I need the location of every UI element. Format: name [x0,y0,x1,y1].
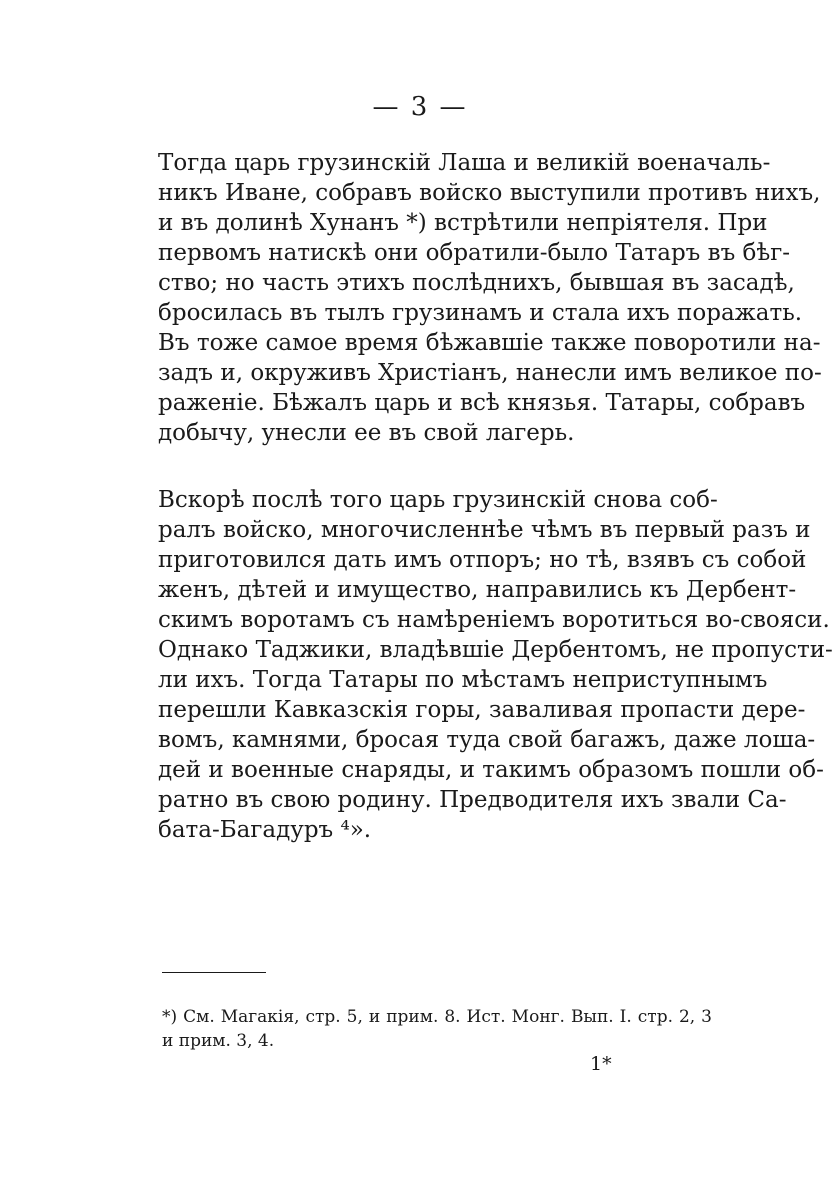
footnote-divider [162,972,266,973]
text-line: бросилась въ тылъ грузинамъ и стала ихъ поражать. [158,300,803,326]
text-line: ратно въ свою родину. Предводителя ихъ звали Са- [158,787,787,813]
text-line: Однако Таджики, владѣвшіе Дербентомъ, не пропусти- [158,637,833,663]
footnote-continuation [162,1029,712,1053]
text-line: раженіе. Бѣжалъ царь и всѣ князья. Татары, собравъ [158,390,806,416]
paragraph-1 [158,148,822,448]
text-line: ство; но часть этихъ послѣднихъ, бывшая въ засадѣ, [158,270,795,296]
text-line: перешли Кавказскія горы, заваливая пропасти дере- [158,697,806,723]
text-line: вомъ, камнями, бросая туда свой багажъ, даже лоша- [158,727,816,753]
text-line: задъ и, окруживъ Христіанъ, нанесли имъ великое по- [158,360,822,386]
text-line: Въ тоже самое время бѣжавшіе также поворотили на- [158,330,821,356]
page-number: — 3 — [372,92,468,122]
signature-mark: 1* [590,1053,612,1075]
text-line: бата-Багадуръ ⁴». [158,817,372,843]
paragraph-2 [158,485,833,845]
footnote [162,1005,712,1029]
text-line: женъ, дѣтей и имущество, направились къ Дербент- [158,577,797,603]
text-line: и въ долинѣ Хунанъ *) встрѣтили непріятеля. При [158,210,768,236]
text-line: приготовился дать имъ отпоръ; но тѣ, взявъ съ собой [158,547,807,573]
footnote-line: и прим. 3, 4. [162,1031,275,1051]
text-line: скимъ воротамъ съ намѣреніемъ воротиться во-свояси. [158,607,830,633]
text-line: ли ихъ. Тогда Татары по мѣстамъ неприступнымъ [158,667,768,693]
text-line: никъ Иване, собравъ войско выступили противъ нихъ, [158,180,821,206]
text-line: Вскорѣ послѣ того царь грузинскій снова соб- [158,487,718,513]
text-line: добычу, унесли ее въ свой лагерь. [158,420,575,446]
text-line: первомъ натискѣ они обратили-было Татаръ въ бѣг- [158,240,791,266]
text-line: дей и военные снаряды, и такимъ образомъ пошли об- [158,757,824,783]
footnote-line: *) См. Магакія, стр. 5, и прим. 8. Ист. Монг. Вып. I. стр. 2, 3 [162,1007,712,1027]
text-line: ралъ войско, многочисленнѣе чѣмъ въ первый разъ и [158,517,811,543]
text-line: Тогда царь грузинскій Лаша и великій военачаль- [158,150,771,176]
